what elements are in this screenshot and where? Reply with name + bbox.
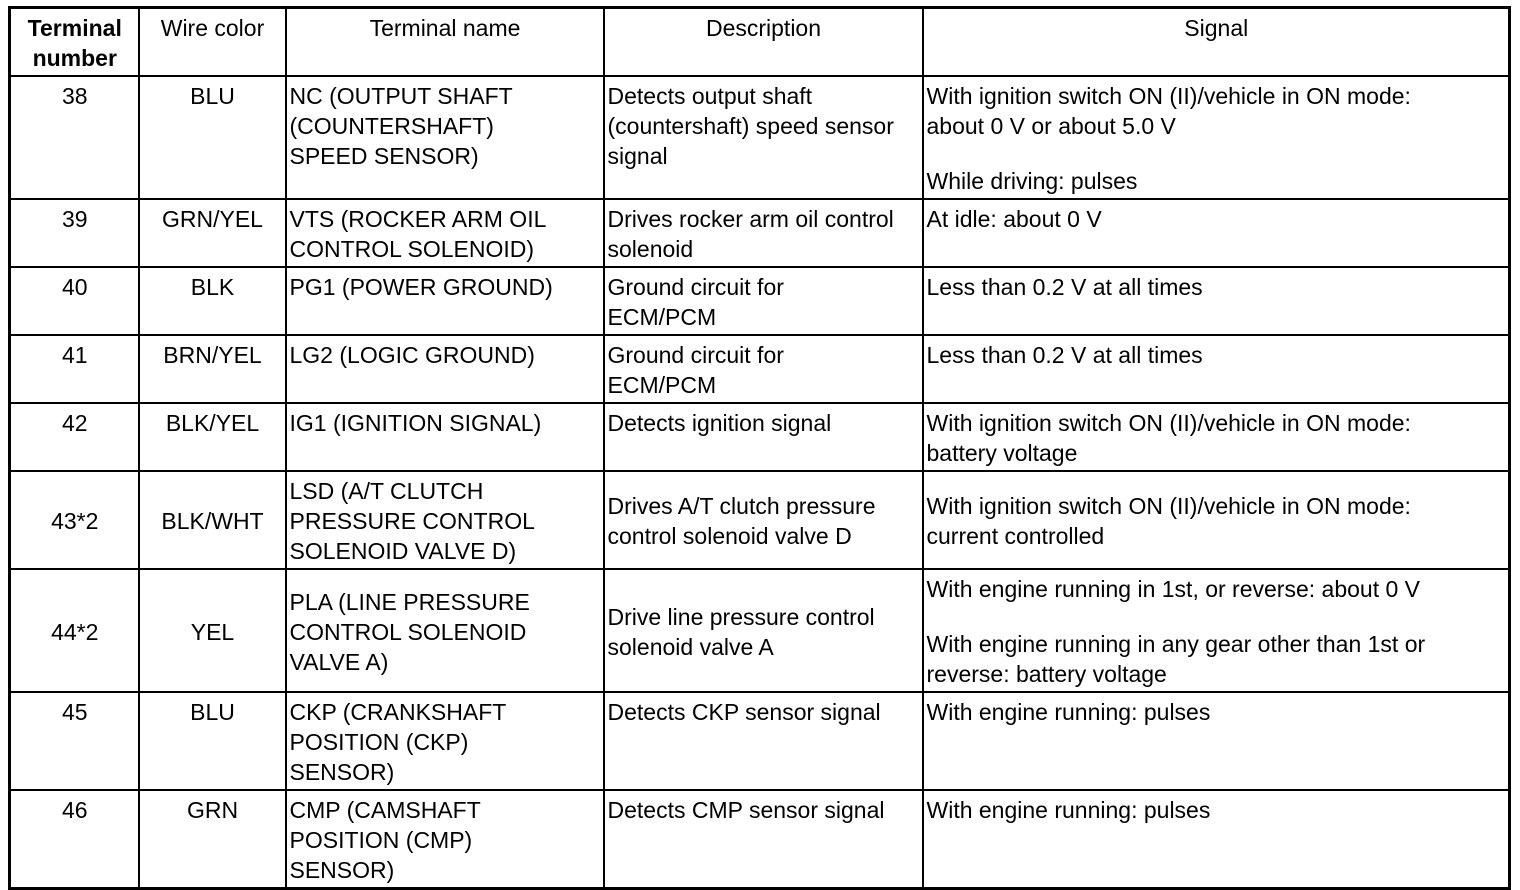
signal: With engine running in 1st, or reverse: about 0 V With engine running in any gear other than 1st or reverse: battery voltage [923,569,1510,692]
header-signal: Signal [923,8,1510,77]
description: Ground circuit for ECM/PCM [604,267,923,335]
wire-color: BRN/YEL [139,335,286,403]
description: Drive line pressure control solenoid valve A [604,569,923,692]
description: Detects CKP sensor signal [604,692,923,790]
terminal-name: VTS (ROCKER ARM OIL CONTROL SOLENOID) [286,199,604,267]
description: Drives A/T clutch pressure control solenoid valve D [604,471,923,569]
terminal-number: 46 [10,790,139,889]
terminal-number: 42 [10,403,139,471]
description: Ground circuit for ECM/PCM [604,335,923,403]
wire-color: BLU [139,692,286,790]
wire-color: BLK/YEL [139,403,286,471]
terminal-name: CKP (CRANKSHAFT POSITION (CKP) SENSOR) [286,692,604,790]
description: Drives rocker arm oil control solenoid [604,199,923,267]
signal: With ignition switch ON (II)/vehicle in ON mode: current controlled [923,471,1510,569]
description: Detects output shaft (countershaft) speed sensor signal [604,76,923,199]
terminal-number: 43*2 [10,471,139,569]
terminal-number: 44*2 [10,569,139,692]
table-row [10,76,1510,199]
header-terminal-number: Terminal number [10,8,139,77]
signal: With ignition switch ON (II)/vehicle in ON mode: about 0 V or about 5.0 V While driving: pulses [923,76,1510,199]
description: Detects ignition signal [604,403,923,471]
terminal-name: PLA (LINE PRESSURE CONTROL SOLENOID VALVE A) [286,569,604,692]
terminal-number: 38 [10,76,139,199]
terminal-name: CMP (CAMSHAFT POSITION (CMP) SENSOR) [286,790,604,889]
table-row [10,790,1510,889]
signal: With ignition switch ON (II)/vehicle in ON mode: battery voltage [923,403,1510,471]
terminal-name: NC (OUTPUT SHAFT (COUNTERSHAFT) SPEED SENSOR) [286,76,604,199]
terminal-number: 45 [10,692,139,790]
table-row [10,199,1510,267]
terminal-table [8,6,1511,890]
wire-color: YEL [139,569,286,692]
header-wire-color: Wire color [139,8,286,77]
table-row [10,403,1510,471]
terminal-name: IG1 (IGNITION SIGNAL) [286,403,604,471]
table-row [10,692,1510,790]
wire-color: BLK/WHT [139,471,286,569]
signal: At idle: about 0 V [923,199,1510,267]
wire-color: BLU [139,76,286,199]
table-row [10,471,1510,569]
wire-color: BLK [139,267,286,335]
table-row [10,267,1510,335]
terminal-name: PG1 (POWER GROUND) [286,267,604,335]
terminal-name: LSD (A/T CLUTCH PRESSURE CONTROL SOLENOID VALVE D) [286,471,604,569]
description: Detects CMP sensor signal [604,790,923,889]
header-description: Description [604,8,923,77]
table-row [10,335,1510,403]
signal: Less than 0.2 V at all times [923,267,1510,335]
signal: With engine running: pulses [923,692,1510,790]
wire-color: GRN [139,790,286,889]
header-terminal-name: Terminal name [286,8,604,77]
terminal-name: LG2 (LOGIC GROUND) [286,335,604,403]
wire-color: GRN/YEL [139,199,286,267]
table-row [10,569,1510,692]
signal: With engine running: pulses [923,790,1510,889]
terminal-number: 41 [10,335,139,403]
signal: Less than 0.2 V at all times [923,335,1510,403]
header-row [10,8,1510,77]
terminal-number: 40 [10,267,139,335]
terminal-number: 39 [10,199,139,267]
